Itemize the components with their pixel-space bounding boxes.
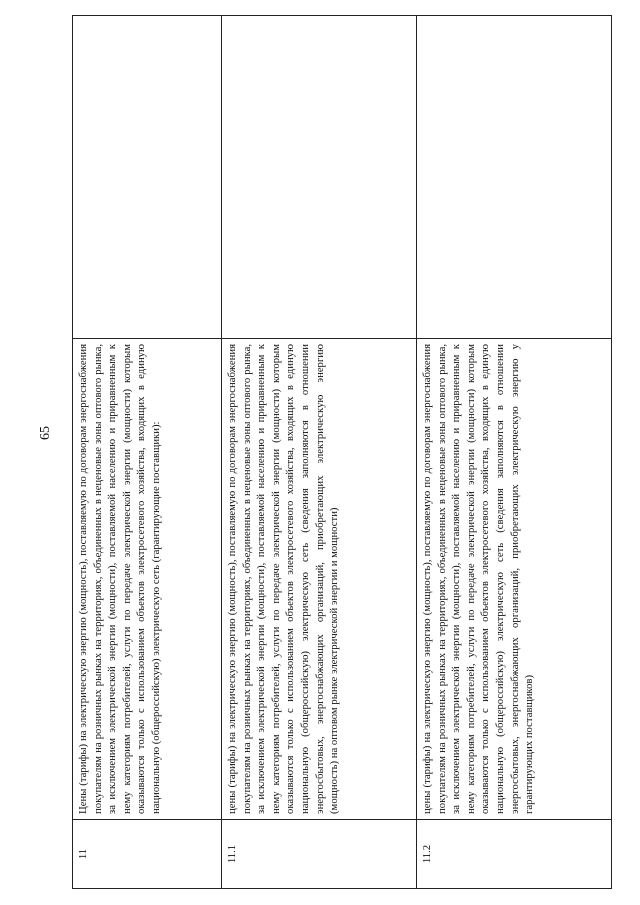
row-number: 11 <box>73 820 222 889</box>
row-text: Цены (тарифы) на электрическую энергию (мощность), поставляемую по договорам энергоснабжения покупателям на розничных рынках на территориях, объединенных в неценовые зоны оптового рынка, за исключением электрической энергии (мощности), поставляемой населению и приравненным к нему категориям потребителей, услуги по передаче электрической энергии (мощности) которым оказываются только с использованием объектов электросетевого хозяйства, входящих в единую национальную (общероссийскую) электрическую сеть (гарантирующие поставщики): <box>73 339 222 820</box>
table-row <box>416 16 611 889</box>
table-row <box>73 16 222 889</box>
page-number: 65 <box>38 426 53 440</box>
tariff-table <box>72 15 612 889</box>
row-number: 11.1 <box>222 820 417 889</box>
rotated-document <box>72 29 612 889</box>
table-row <box>222 16 417 889</box>
empty-cell <box>222 16 417 339</box>
row-number: 11.2 <box>416 820 611 889</box>
row-text: цены (тарифы) на электрическую энергию (мощность), поставляемую по договорам энергоснабжения покупателям на розничных рынках на территориях, объединенных в неценовые зоны оптового рынка, за исключением электрической энергии (мощности), поставляемой населению и приравненным к нему категориям потребителей, услуги по передаче электрической энергии (мощности) которым оказываются только с использованием объектов электросетевого хозяйства, входящих в единую национальную (общероссийскую) электрическую сеть (сведения заполняются в отношении энергосбытовых, энергоснабжающих организаций, приобретающих электрическую энергию (мощность) на оптовом рынке электрической энергии и мощности) <box>222 339 417 820</box>
row-text: цены (тарифы) на электрическую энергию (мощность), поставляемую по договорам энергоснабжения покупателям на розничных рынках на территориях, объединенных в неценовые зоны оптового рынка, за исключением электрической энергии (мощности), поставляемой населению и приравненным к нему категориям потребителей, услуги по передаче электрической энергии (мощности) которым оказываются только с использованием объектов электросетевого хозяйства, входящих в единую национальную (общероссийскую) электрическую сеть (сведения заполняются в отношении энергосбытовых, энергоснабжающих организаций, приобретающих электрическую энергию у гарантирующих поставщиков) <box>416 339 611 820</box>
empty-cell <box>416 16 611 339</box>
empty-cell <box>73 16 222 339</box>
